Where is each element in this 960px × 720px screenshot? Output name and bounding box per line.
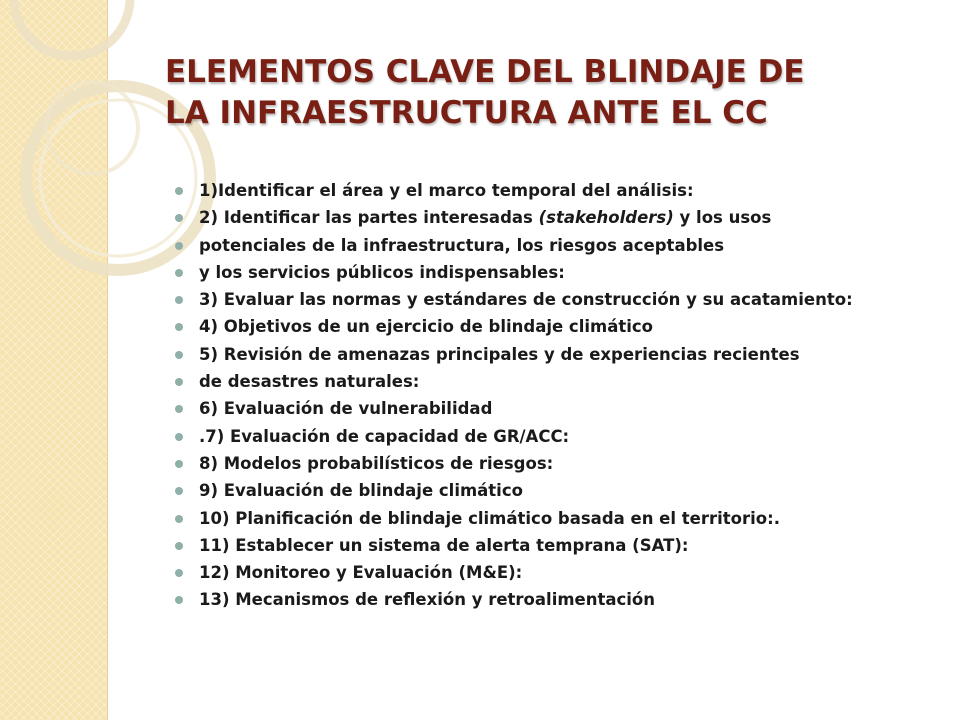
list-item [175, 344, 935, 371]
list-item-text: 8) Modelos probabilísticos de riesgos: [199, 453, 554, 473]
list-item [175, 480, 935, 507]
list-item [175, 589, 935, 616]
list-item [175, 180, 935, 207]
bullet-dot-icon [175, 187, 183, 195]
list-item [175, 316, 935, 343]
list-item-text: 9) Evaluación de blindaje climático [199, 481, 523, 501]
list-item-text: 12) Monitoreo y Evaluación (M&E): [199, 563, 523, 583]
list-item-text: 10) Planificación de blindaje climático basada en el territorio:. [199, 508, 781, 528]
list-item [175, 535, 935, 562]
bullet-list [175, 180, 935, 617]
list-item-text: 4) Objetivos de un ejercicio de blindaje climático [199, 317, 653, 337]
list-item [175, 398, 935, 425]
list-item-text: 11) Establecer un sistema de alerta temprana (SAT): [199, 535, 689, 555]
list-item-text: de desastres naturales: [199, 372, 420, 392]
list-item [175, 262, 935, 289]
list-item-text: 1)Identificar el área y el marco temporal del análisis: [199, 181, 694, 200]
list-item-text: y los servicios públicos indispensables: [199, 262, 565, 282]
list-item [175, 508, 935, 535]
list-item [175, 562, 935, 589]
bullet-dot-icon [175, 214, 183, 222]
list-item-text: 13) Mecanismos de reflexión y retroalimentación [199, 590, 656, 610]
list-item [175, 371, 935, 398]
list-item-text-part: 2) Identificar las partes interesadas [199, 208, 539, 228]
list-item-text: 3) Evaluar las normas y estándares de construcción y su acatamiento: [199, 290, 853, 310]
list-item [175, 289, 935, 316]
list-item-text: 6) Evaluación de vulnerabilidad [199, 399, 493, 419]
list-item [175, 207, 935, 234]
bullet-dot-icon [175, 596, 183, 604]
bullet-dot-icon [175, 351, 183, 359]
bullet-dot-icon [175, 515, 183, 523]
title-line-1: ELEMENTOS CLAVE DEL BLINDAJE DE [165, 54, 805, 90]
bullet-dot-icon [175, 296, 183, 304]
bullet-dot-icon [175, 323, 183, 331]
bullet-dot-icon [175, 378, 183, 386]
list-item-text: potenciales de la infraestructura, los riesgos aceptables [199, 235, 725, 255]
bullet-dot-icon [175, 433, 183, 441]
title-line-2: LA INFRAESTRUCTURA ANTE EL CC [165, 95, 768, 131]
page-title [165, 52, 925, 134]
bullet-dot-icon [175, 242, 183, 250]
bullet-dot-icon [175, 405, 183, 413]
list-item-text-part: y los usos [673, 208, 772, 228]
list-item [175, 453, 935, 480]
list-item-emphasis: (stakeholders) [538, 208, 674, 228]
bullet-dot-icon [175, 569, 183, 577]
bullet-dot-icon [175, 487, 183, 495]
list-item [175, 426, 935, 453]
bullet-dot-icon [175, 460, 183, 468]
bullet-dot-icon [175, 269, 183, 277]
list-item [175, 235, 935, 262]
list-item-text: .7) Evaluación de capacidad de GR/ACC: [199, 426, 570, 446]
list-item-text: 5) Revisión de amenazas principales y de experiencias recientes [199, 344, 800, 364]
bullet-dot-icon [175, 542, 183, 550]
